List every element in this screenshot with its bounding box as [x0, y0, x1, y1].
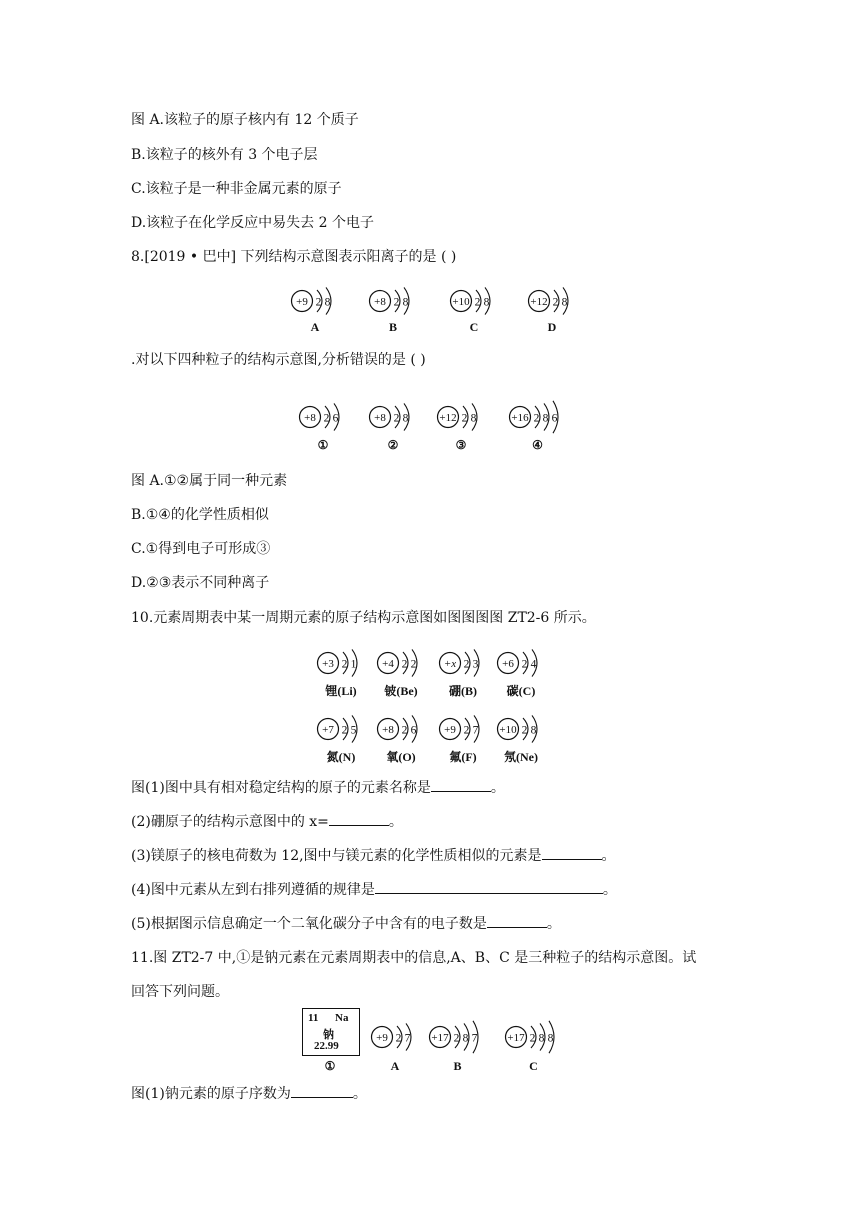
shell-electron-count: 2 — [552, 296, 559, 309]
q10-question-3: (3)镁原子的核电荷数为 12,图中与镁元素的化学性质相似的元素是 。 — [131, 845, 616, 866]
shell-electron-count: 2 — [474, 296, 481, 309]
atom-label: 氟(F) — [449, 750, 477, 764]
shell-electron-count: 8 — [542, 412, 549, 425]
shell-electron-count: 5 — [350, 724, 357, 737]
answer-blank[interactable] — [375, 879, 603, 894]
atom-structure-diagram — [376, 646, 426, 682]
atom-label: 氮(N) — [326, 750, 356, 764]
q10-question-5: (5)根据图示信息确定一个二氧化碳分子中含有的电子数是 。 — [131, 913, 561, 934]
shell-electron-count: 2 — [401, 658, 408, 671]
atom-label: 硼(B) — [449, 684, 477, 698]
q9-stem: .对以下四种粒子的结构示意图,分析错误的是 ( ) — [131, 352, 426, 368]
atom-structure-diagram — [368, 400, 418, 436]
shell-electron-count: 7 — [472, 724, 479, 737]
atom-label: C — [529, 1059, 538, 1073]
atom-structure-diagram — [290, 284, 340, 320]
q7-option-b: B.该粒子的核外有 3 个电子层 — [131, 147, 318, 163]
atom-label: B — [453, 1059, 462, 1073]
atom-structure-diagram — [438, 646, 488, 682]
nucleus-charge: +9 — [296, 296, 308, 309]
shell-electron-count: 8 — [470, 412, 477, 425]
shell-electron-count: 2 — [341, 724, 348, 737]
nucleus-charge: +4 — [382, 658, 394, 671]
atom-label: A — [310, 320, 320, 334]
shell-electron-count: 2 — [393, 296, 400, 309]
shell-electron-count: 8 — [547, 1032, 554, 1045]
shell-electron-count: 8 — [324, 296, 331, 309]
nucleus-charge: +16 — [511, 412, 529, 425]
q7-option-a: 图 A.该粒子的原子核内有 12 个质子 — [131, 112, 359, 128]
shell-electron-count: 3 — [472, 658, 479, 671]
q11-question-1: 图(1)钠元素的原子序数为 。 — [131, 1083, 367, 1104]
atom-structure-diagram — [316, 712, 366, 748]
atom-structure-diagram — [527, 284, 577, 320]
nucleus-charge: +8 — [382, 724, 394, 737]
shell-electron-count: 8 — [530, 724, 537, 737]
shell-electron-count: 8 — [402, 412, 409, 425]
atom-structure-diagram — [504, 1020, 563, 1056]
atom-label: C — [469, 320, 479, 334]
shell-electron-count: 8 — [402, 296, 409, 309]
atomic-mass: 22.99 — [314, 1040, 339, 1052]
nucleus-charge: +10 — [452, 296, 470, 309]
shell-electron-count: 7 — [471, 1032, 478, 1045]
shell-electron-count: 8 — [538, 1032, 545, 1045]
shell-electron-count: 2 — [393, 412, 400, 425]
atomic-number: 11 — [308, 1012, 319, 1024]
atom-structure-diagram — [449, 284, 499, 320]
atom-structure-diagram — [368, 284, 418, 320]
shell-electron-count: 6 — [551, 412, 558, 425]
atom-label: 碳(C) — [506, 684, 536, 698]
atom-label: 氧(O) — [386, 750, 416, 764]
atom-label: ① — [317, 438, 329, 452]
answer-blank[interactable] — [291, 1083, 353, 1098]
element-symbol: Na — [335, 1012, 349, 1024]
shell-electron-count: 2 — [533, 412, 540, 425]
shell-electron-count: 2 — [463, 658, 470, 671]
periodic-table-cell-sodium — [302, 1008, 360, 1056]
atom-structure-diagram — [438, 712, 488, 748]
nucleus-charge: +3 — [322, 658, 334, 671]
atom-structure-diagram — [496, 646, 546, 682]
answer-blank[interactable] — [431, 777, 491, 792]
nucleus-charge: +7 — [322, 724, 334, 737]
shell-electron-count: 6 — [410, 724, 417, 737]
atom-structure-diagram — [436, 400, 486, 436]
nucleus-charge: +12 — [530, 296, 548, 309]
shell-electron-count: 2 — [401, 724, 408, 737]
q10-question-2: (2)硼原子的结构示意图中的 x= 。 — [131, 811, 403, 832]
nucleus-charge: +12 — [439, 412, 457, 425]
nucleus-charge: +x — [443, 658, 457, 671]
shell-electron-count: 6 — [332, 412, 339, 425]
atom-structure-diagram — [316, 646, 366, 682]
atom-structure-diagram — [376, 712, 426, 748]
shell-electron-count: 8 — [462, 1032, 469, 1045]
atom-label: A — [390, 1059, 400, 1073]
atom-label: ③ — [455, 438, 467, 452]
nucleus-charge: +8 — [374, 412, 386, 425]
shell-electron-count: 2 — [341, 658, 348, 671]
q7-option-d: D.该粒子在化学反应中易失去 2 个电子 — [131, 215, 374, 231]
shell-electron-count: 2 — [521, 724, 528, 737]
shell-electron-count: 2 — [521, 658, 528, 671]
q9-option-d: D.②③表示不同种离子 — [131, 575, 270, 591]
shell-electron-count: 2 — [315, 296, 322, 309]
nucleus-charge: +9 — [376, 1032, 388, 1045]
atom-structure-diagram — [370, 1020, 420, 1056]
shell-electron-count: 7 — [404, 1032, 411, 1045]
shell-electron-count: 2 — [461, 412, 468, 425]
q7-option-c: C.该粒子是一种非金属元素的原子 — [131, 181, 342, 197]
shell-electron-count: 8 — [483, 296, 490, 309]
q9-option-c: C.①得到电子可形成③ — [131, 541, 271, 557]
atom-label: 锂(Li) — [325, 684, 357, 698]
atom-structure-diagram — [428, 1020, 487, 1056]
atom-structure-diagram — [496, 712, 546, 748]
atom-label: ② — [387, 438, 399, 452]
q11-stem-line1: 11.图 ZT2-7 中,①是钠元素在元素周期表中的信息,A、B、C 是三种粒子的结构示意图。试 — [131, 950, 697, 966]
shell-electron-count: 2 — [453, 1032, 460, 1045]
shell-electron-count: 4 — [530, 658, 537, 671]
q9-option-b: B.①④的化学性质相似 — [131, 507, 269, 523]
shell-electron-count: 2 — [529, 1032, 536, 1045]
atom-label: 氖(Ne) — [504, 750, 538, 764]
q11-stem-line2: 回答下列问题。 — [131, 984, 229, 1000]
shell-electron-count: 2 — [410, 658, 417, 671]
q10-stem: 10.元素周期表中某一周期元素的原子结构示意图如图图图图 ZT2-6 所示。 — [131, 610, 596, 626]
atom-label: ④ — [532, 438, 543, 452]
atom-structure-diagram — [298, 400, 348, 436]
q10-question-4: (4)图中元素从左到右排列遵循的规律是 。 — [131, 879, 617, 900]
atom-label: 铍(Be) — [384, 684, 418, 698]
atom-structure-diagram — [508, 400, 567, 436]
nucleus-charge: +10 — [499, 724, 517, 737]
periodic-cell-label: ① — [324, 1059, 336, 1073]
answer-blank[interactable] — [487, 913, 547, 928]
atom-label: D — [547, 320, 557, 334]
q10-question-1: 图(1)图中具有相对稳定结构的原子的元素名称是 。 — [131, 777, 505, 798]
q8-stem: 8.[2019 • 巴中] 下列结构示意图表示阳离子的是 ( ) — [131, 249, 457, 265]
atom-label: B — [388, 320, 397, 334]
shell-electron-count: 2 — [463, 724, 470, 737]
element-name: 钠 — [323, 1029, 334, 1041]
nucleus-charge: +8 — [304, 412, 316, 425]
shell-electron-count: 2 — [323, 412, 330, 425]
answer-blank[interactable] — [542, 845, 602, 860]
nucleus-charge: +17 — [507, 1032, 525, 1045]
q9-option-a: 图 A.①②属于同一种元素 — [131, 473, 288, 489]
shell-electron-count: 2 — [395, 1032, 402, 1045]
shell-electron-count: 8 — [561, 296, 568, 309]
shell-electron-count: 1 — [350, 658, 357, 671]
nucleus-charge: +17 — [431, 1032, 449, 1045]
nucleus-charge: +9 — [444, 724, 456, 737]
nucleus-charge: +6 — [502, 658, 514, 671]
answer-blank[interactable] — [329, 811, 389, 826]
nucleus-charge: +8 — [374, 296, 386, 309]
